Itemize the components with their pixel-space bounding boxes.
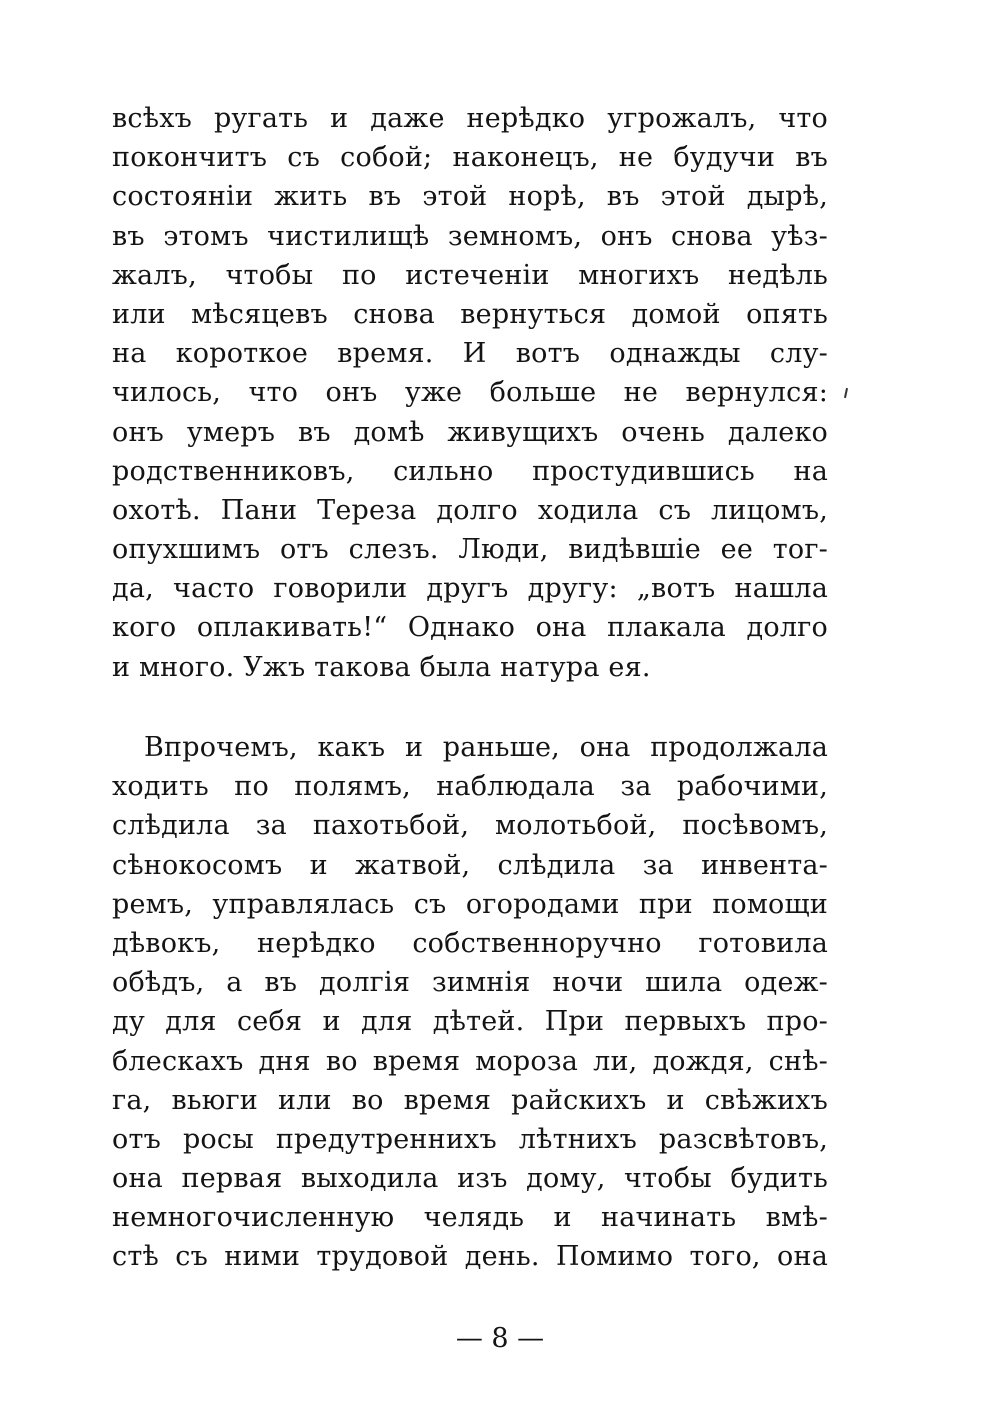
paragraph-2 bbox=[112, 728, 828, 1277]
text-line: стѣ съ ними трудовой день. Помимо того, она bbox=[112, 1241, 828, 1273]
text-line: въ этомъ чистилищѣ земномъ, онъ снова уѣз- bbox=[112, 220, 828, 252]
text-line: жалъ, чтобы по истеченіи многихъ недѣль bbox=[112, 259, 828, 291]
text-line: немногочисленную челядь и начинать вмѣ- bbox=[112, 1202, 828, 1234]
text-line: онъ умеръ въ домѣ живущихъ очень далеко bbox=[112, 416, 828, 448]
text-line: дѣвокъ, нерѣдко собственноручно готовила bbox=[112, 927, 828, 959]
text-line: она первая выходила изъ дому, чтобы будить bbox=[112, 1163, 828, 1195]
text-line: охотѣ. Пани Тереза долго ходила съ лицомъ, bbox=[112, 494, 828, 526]
text-line: блескахъ дня во время мороза ли, дождя, снѣ- bbox=[112, 1045, 828, 1077]
text-line: всѣхъ ругать и даже нерѣдко угрожалъ, что bbox=[112, 103, 828, 134]
text-line: на короткое время. И вотъ однажды слу- bbox=[112, 338, 828, 370]
text-line: га, вьюги или во время райскихъ и свѣжихъ bbox=[112, 1084, 828, 1116]
text-line: да, часто говорили другъ другу: „вотъ нашла bbox=[112, 573, 828, 605]
text-line: обѣдъ, а въ долгія зимнія ночи шила одеж- bbox=[112, 967, 828, 999]
text-line: ходить по полямъ, наблюдала за рабочими, bbox=[112, 771, 828, 803]
text-line: слѣдила за пахотьбой, молотьбой, посѣвомъ, bbox=[112, 810, 828, 842]
print-speck bbox=[844, 388, 848, 398]
page-number: — 8 — bbox=[455, 1323, 545, 1354]
text-line: состояніи жить въ этой норѣ, въ этой дырѣ, bbox=[112, 181, 828, 213]
text-line: ремъ, управлялась съ огородами при помощи bbox=[112, 888, 828, 920]
text-line: опухшимъ отъ слезъ. Люди, видѣвшіе ее тог- bbox=[112, 534, 828, 566]
text-line: кого оплакивать!“ Однако она плакала долго bbox=[112, 612, 828, 644]
text-line: сѣнокосомъ и жатвой, слѣдила за инвента- bbox=[112, 849, 828, 881]
text-line: и много. Ужъ такова была натура ея. bbox=[112, 651, 651, 683]
text-line: родственниковъ, сильно простудившись на bbox=[112, 455, 828, 487]
text-line: Впрочемъ, какъ и раньше, она продолжала bbox=[144, 732, 828, 763]
text-line: ду для себя и для дѣтей. При первыхъ про- bbox=[112, 1006, 828, 1038]
text-line: или мѣсяцевъ снова вернуться домой опять bbox=[112, 298, 828, 330]
text-line: чилось, что онъ уже больше не вернулся: bbox=[112, 377, 828, 409]
text-line: покончитъ съ собой; наконецъ, не будучи въ bbox=[112, 142, 828, 174]
text-line: отъ росы предутреннихъ лѣтнихъ разсвѣтовъ, bbox=[112, 1123, 828, 1155]
paragraph-1 bbox=[112, 99, 828, 687]
